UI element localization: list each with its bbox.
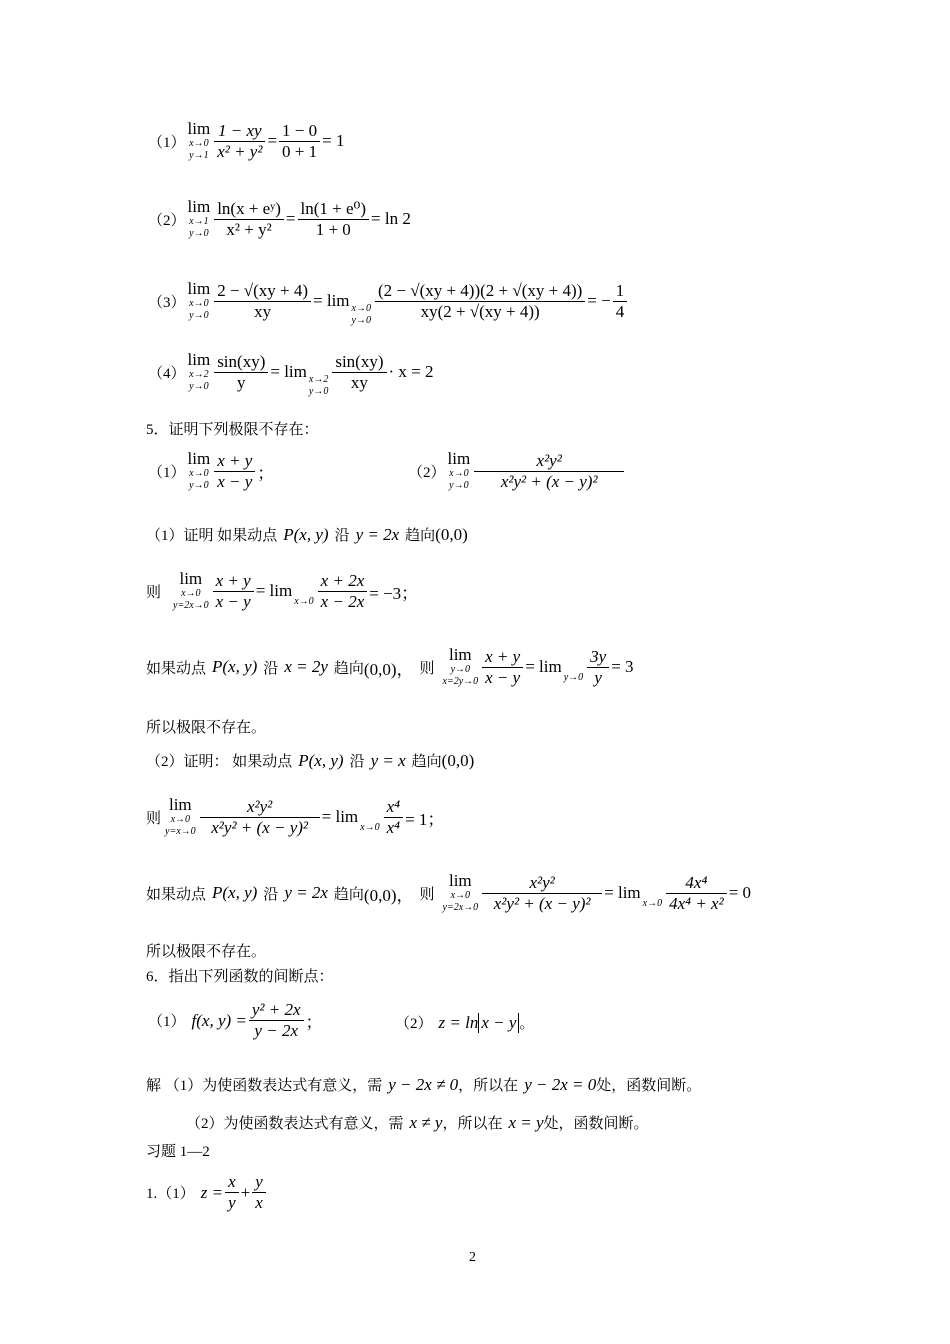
text: 趋向 bbox=[411, 754, 442, 770]
punctuation: ； bbox=[305, 1013, 323, 1032]
fraction: $\frac{x + y}{x - y}$ bbox=[214, 451, 255, 492]
page-number: 2 bbox=[469, 1250, 476, 1265]
item-label: （4） bbox=[148, 365, 186, 382]
result: = 1； bbox=[405, 809, 445, 829]
fraction: $\frac{x + y}{x - y}$ bbox=[213, 571, 254, 612]
item-label: （2） bbox=[408, 464, 446, 481]
fraction: $\frac{\text{x²y²}}{\text{x²y² + (x − y)²}}$ bbox=[482, 873, 602, 914]
question-6-title: 6．指出下列函数的间断点： bbox=[146, 969, 334, 985]
equals: = lim bbox=[313, 291, 350, 310]
math: x = 2y bbox=[284, 657, 328, 676]
proof-2-conclusion: 所以极限不存在。 bbox=[146, 944, 267, 960]
fraction: $\frac{x + 2x}{x - 2x}$ bbox=[318, 571, 368, 612]
fraction: $\frac{1 - xy}{\text{x² + y²}}$ bbox=[214, 121, 265, 162]
item-label: （2） bbox=[395, 1016, 433, 1032]
text: 则 bbox=[419, 660, 435, 677]
fraction: $\frac{x}{y}$ bbox=[225, 1172, 239, 1213]
proof-1-line-1 bbox=[146, 524, 468, 545]
problem-4-3 bbox=[148, 275, 629, 327]
result: = 0 bbox=[728, 883, 752, 902]
fraction: $\frac{\text{x⁴}}{\text{x⁴}}$ bbox=[384, 797, 403, 838]
text: 则 bbox=[146, 584, 162, 601]
fraction: $\frac{3y}{y}$ bbox=[587, 647, 609, 688]
equals: = lim bbox=[525, 657, 562, 676]
solution-line-2 bbox=[186, 1112, 649, 1133]
equals: = lim bbox=[321, 807, 359, 826]
text: 则 bbox=[419, 886, 435, 903]
exercise-heading: 习题 1—2 bbox=[146, 1144, 210, 1160]
result: = −3； bbox=[369, 583, 419, 603]
math: P(x, y) bbox=[212, 657, 258, 676]
fraction: $\frac{\text{x²y²}}{\text{x²y² + (x − y)²}}$ bbox=[200, 797, 320, 838]
text: 趋向 bbox=[333, 886, 364, 903]
question-5-part-1 bbox=[148, 450, 274, 492]
math: P(x, y) bbox=[212, 883, 258, 902]
item-label: （3） bbox=[148, 294, 186, 311]
math: x = y bbox=[508, 1112, 544, 1132]
item-label: （1） bbox=[148, 1014, 186, 1030]
proof-2-line-2 bbox=[146, 872, 751, 914]
equals: = lim bbox=[255, 581, 293, 600]
math: y = 2x bbox=[355, 524, 400, 544]
math: z = ln bbox=[438, 1012, 479, 1032]
text: ，所以在 bbox=[442, 1116, 503, 1132]
text: 沿 bbox=[334, 528, 350, 544]
limit-operator: lim x→0 y→0 bbox=[187, 279, 211, 321]
limit-subscript: x→0 bbox=[294, 596, 314, 607]
limit-operator: lim x→1 y→0 bbox=[187, 197, 211, 239]
limit-operator: lim x→0 y→1 bbox=[187, 119, 211, 161]
proof-2-limit-1 bbox=[146, 796, 444, 838]
fraction: $\frac{2 - √(xy + 4)}{xy}$ bbox=[214, 281, 311, 322]
math: y = 2x bbox=[284, 883, 328, 902]
item-label: （1） bbox=[148, 464, 186, 481]
item-label: （2） bbox=[148, 212, 186, 229]
fraction: $\frac{\text{y² + 2x}}{y - 2x}$ bbox=[249, 1000, 304, 1041]
limit-subscript: x→0 bbox=[360, 822, 380, 833]
problem-4-4 bbox=[148, 346, 434, 398]
fraction: $\frac{x + y}{x - y}$ bbox=[482, 647, 523, 688]
math: (0,0) bbox=[435, 524, 468, 544]
math: (0,0) bbox=[441, 750, 475, 770]
math: (0,0)， bbox=[363, 885, 414, 905]
text: ，所以在 bbox=[458, 1078, 519, 1094]
text: 趋向 bbox=[405, 528, 436, 544]
math: f(x, y) = bbox=[191, 1010, 247, 1030]
limit-subscript: y→0 bbox=[563, 672, 584, 683]
limit-operator: lim x→2 y→0 bbox=[187, 350, 211, 392]
proof-1-conclusion: 所以极限不存在。 bbox=[146, 720, 267, 736]
result: = 1 bbox=[322, 131, 345, 150]
fraction: $\frac{\text{4x⁴}}{\text{4x⁴ + x²}}$ bbox=[666, 873, 727, 914]
fraction: $\frac{1}{4}$ bbox=[613, 281, 628, 322]
question-6-part-2 bbox=[395, 1012, 534, 1033]
fraction: $\frac{\text{x²y²}}{\text{x²y² + (x − y)²}}$ bbox=[474, 451, 624, 492]
math: z = bbox=[200, 1182, 224, 1202]
exercise-1-1 bbox=[146, 1172, 268, 1213]
question-5-title: 5．证明下列极限不存在： bbox=[146, 422, 319, 438]
text: （2）为使函数表达式有意义，需 bbox=[186, 1116, 404, 1132]
text: 沿 bbox=[263, 660, 279, 677]
equals: = bbox=[285, 209, 296, 228]
punctuation: ； bbox=[257, 463, 275, 483]
limit-operator: lim x→0 y→0 bbox=[447, 449, 471, 491]
limit-operator: lim y→0 x=2y→0 bbox=[442, 645, 479, 687]
solution-line-1 bbox=[146, 1074, 701, 1095]
fraction: $\frac{y}{x}$ bbox=[252, 1172, 266, 1213]
limit-operator: lim x→0 y=2x→0 bbox=[442, 871, 479, 913]
equals: = lim bbox=[270, 362, 307, 381]
equals: = lim bbox=[604, 883, 641, 902]
text: 沿 bbox=[349, 754, 365, 770]
proof-1-line-2 bbox=[146, 646, 634, 688]
text: （2）证明： 如果动点 bbox=[146, 754, 293, 770]
fraction: $\frac{\sin(xy)}{y}$ bbox=[214, 352, 268, 393]
plus: + bbox=[240, 1182, 251, 1202]
absolute-value: x − y bbox=[478, 1013, 519, 1033]
text: 处，函数间断。 bbox=[543, 1116, 649, 1132]
question-6-part-1 bbox=[148, 1000, 323, 1041]
proof-1-limit-1 bbox=[146, 570, 418, 612]
text: 处，函数间断。 bbox=[596, 1078, 702, 1094]
problem-4-1 bbox=[148, 120, 344, 162]
fraction: $\frac{\text{ln(x + eʸ)}}{\text{x² + y²}}$ bbox=[214, 199, 284, 240]
limit-operator: lim x→0 y=x→0 bbox=[165, 795, 196, 837]
limit-operator: lim x→0 y→0 bbox=[187, 449, 211, 491]
math: P(x, y) bbox=[298, 750, 344, 770]
math: x ≠ y bbox=[409, 1112, 443, 1132]
proof-2-line-1 bbox=[146, 750, 474, 771]
fraction: $\frac{\sin(xy)}{xy}$ bbox=[332, 352, 386, 393]
limit-operator: lim x→0 y=2x→0 bbox=[173, 569, 209, 611]
item-label: （1） bbox=[148, 134, 186, 151]
text: 如果动点 bbox=[146, 660, 207, 677]
text: （1）证明 如果动点 bbox=[146, 528, 278, 544]
result: · x = 2 bbox=[388, 362, 434, 381]
text: 趋向 bbox=[333, 660, 364, 677]
fraction: $\frac{\text{ln(1 + e⁰)}}{1 + 0}$ bbox=[298, 199, 370, 240]
text: 解 （1）为使函数表达式有意义，需 bbox=[146, 1078, 383, 1094]
problem-4-2 bbox=[148, 198, 411, 240]
text: 如果动点 bbox=[146, 886, 207, 903]
math: P(x, y) bbox=[283, 524, 329, 544]
math: y − 2x = 0 bbox=[524, 1074, 597, 1094]
punctuation: 。 bbox=[519, 1016, 535, 1032]
result: = ln 2 bbox=[371, 209, 411, 228]
text: 沿 bbox=[263, 886, 279, 903]
limit-subscript: x→2 y→0 bbox=[308, 374, 329, 397]
text: 则 bbox=[146, 810, 162, 827]
math: y = x bbox=[370, 750, 406, 770]
question-5-part-2 bbox=[408, 450, 626, 492]
fraction: $\frac{1 - 0}{0 + 1}$ bbox=[279, 121, 320, 162]
fraction: $\frac{(2 - √(xy + 4))(2 + √(xy + 4))}{xy(2 + √(xy + 4))}$ bbox=[375, 281, 585, 322]
item-label: 1.（1） bbox=[146, 1186, 195, 1202]
equals: = bbox=[267, 131, 278, 150]
limit-subscript: x→0 bbox=[642, 898, 663, 909]
math: (0,0)， bbox=[363, 659, 414, 679]
result: = 3 bbox=[611, 657, 634, 676]
result: = − bbox=[587, 291, 611, 310]
math: y − 2x ≠ 0 bbox=[388, 1074, 459, 1094]
limit-subscript: x→0 y→0 bbox=[351, 303, 371, 326]
